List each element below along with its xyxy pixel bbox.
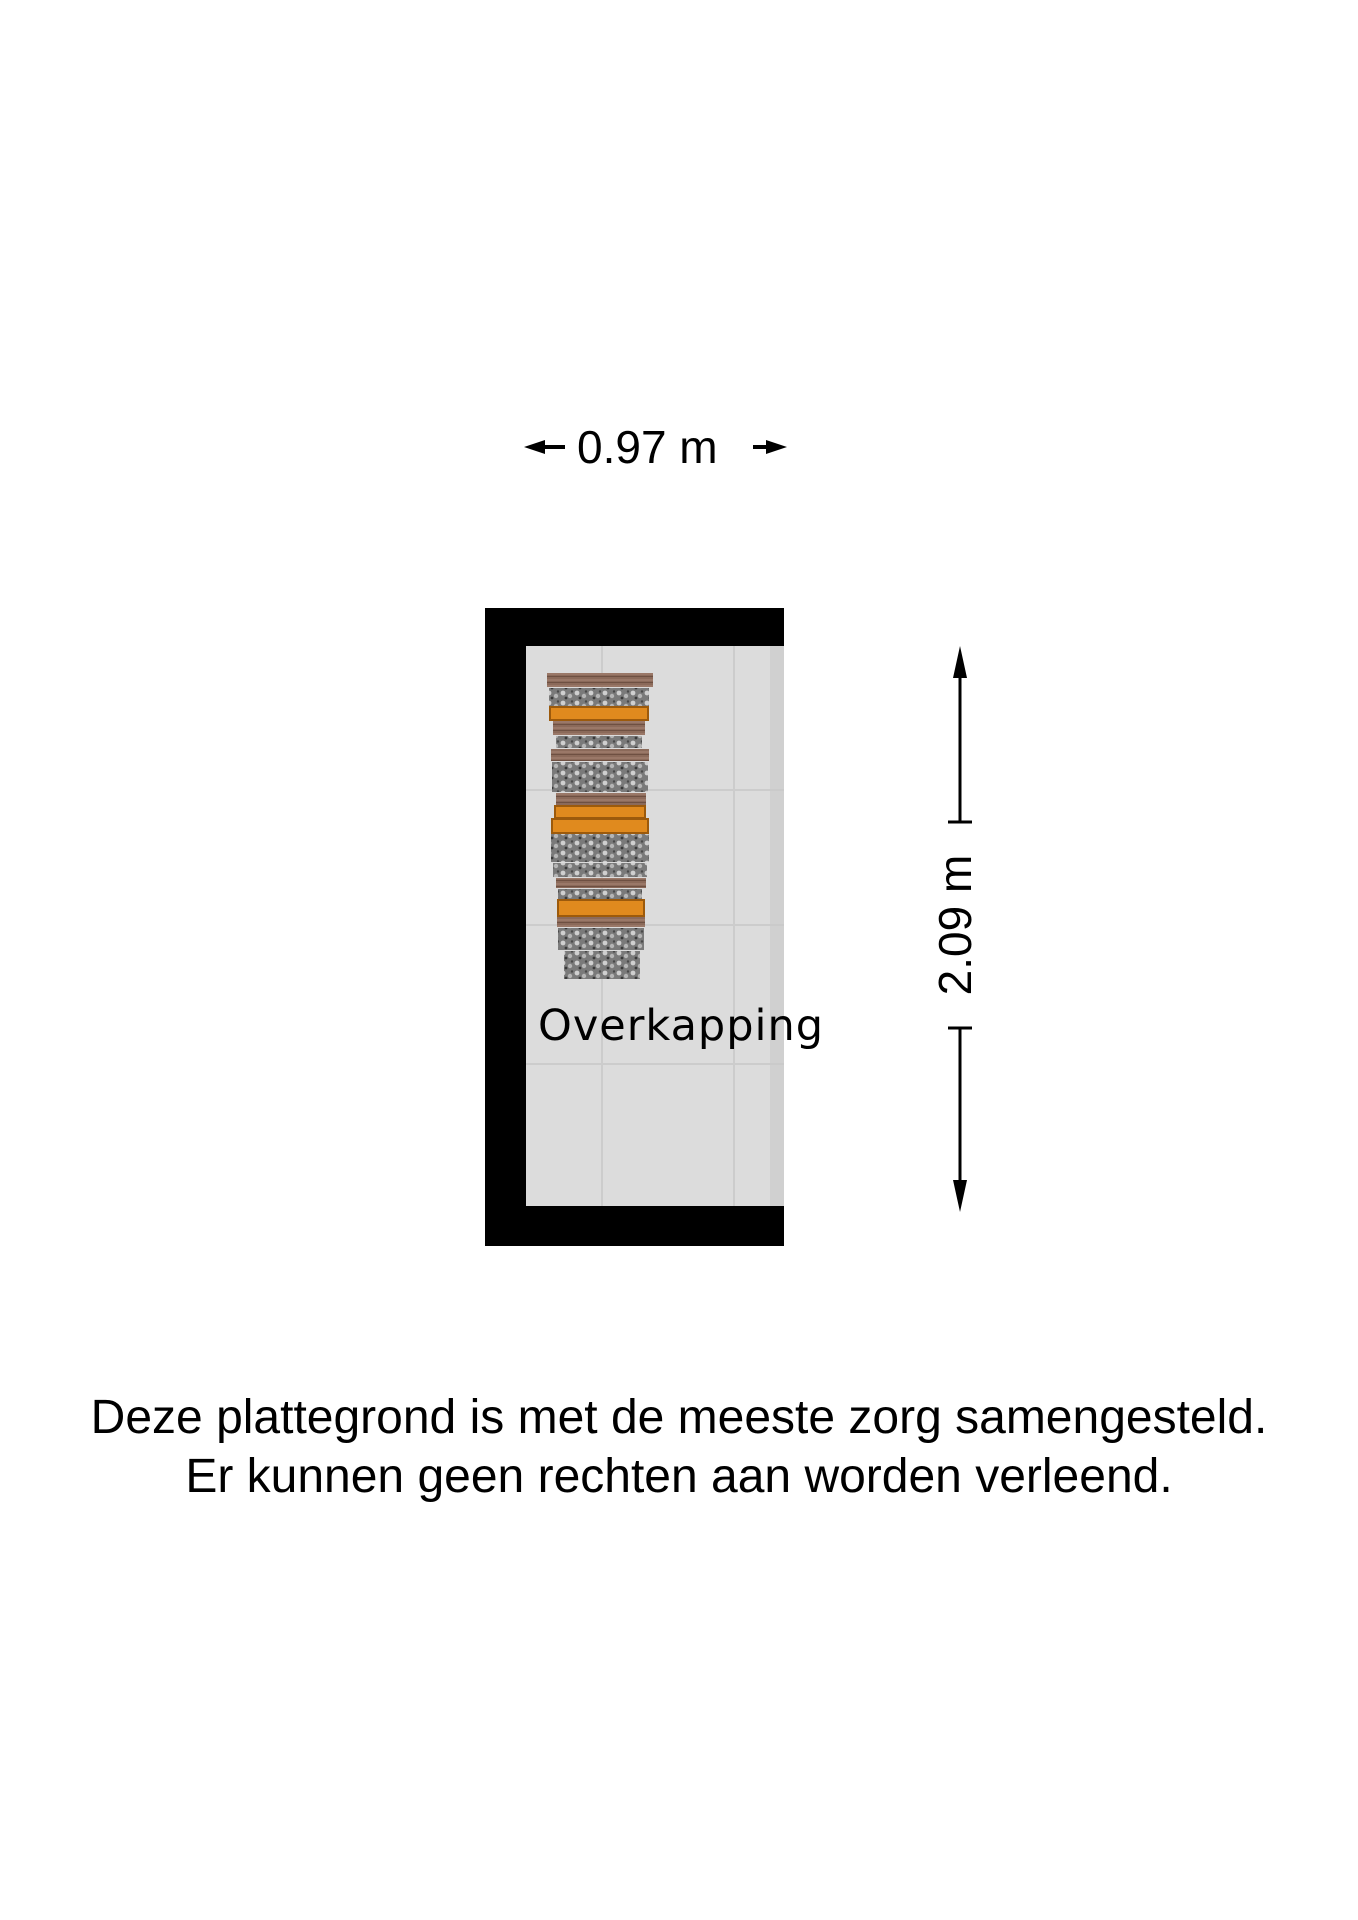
disclaimer-line-2: Er kunnen geen rechten aan worden verleend. <box>185 1450 1173 1503</box>
floor-right-edge <box>770 646 784 1206</box>
arrow-right-icon <box>766 440 787 454</box>
wall-left <box>485 608 526 1246</box>
arrow-left-icon <box>524 440 545 454</box>
dimension-height-label: 2.09 m <box>929 854 981 996</box>
wall-top <box>485 608 784 646</box>
dimension-width-left-shaft <box>544 445 565 449</box>
dimension-width-label: 0.97 m <box>577 421 718 473</box>
wall-bottom <box>485 1206 784 1246</box>
room-name-label: Overkapping <box>538 1001 825 1051</box>
dimension-width-right-shaft <box>753 445 767 449</box>
disclaimer-line-1: Deze plattegrond is met de meeste zorg samengesteld. <box>90 1391 1268 1444</box>
arrow-up-icon <box>953 646 967 678</box>
storage-rack-icon <box>547 673 653 979</box>
arrow-down-icon <box>953 1180 967 1212</box>
